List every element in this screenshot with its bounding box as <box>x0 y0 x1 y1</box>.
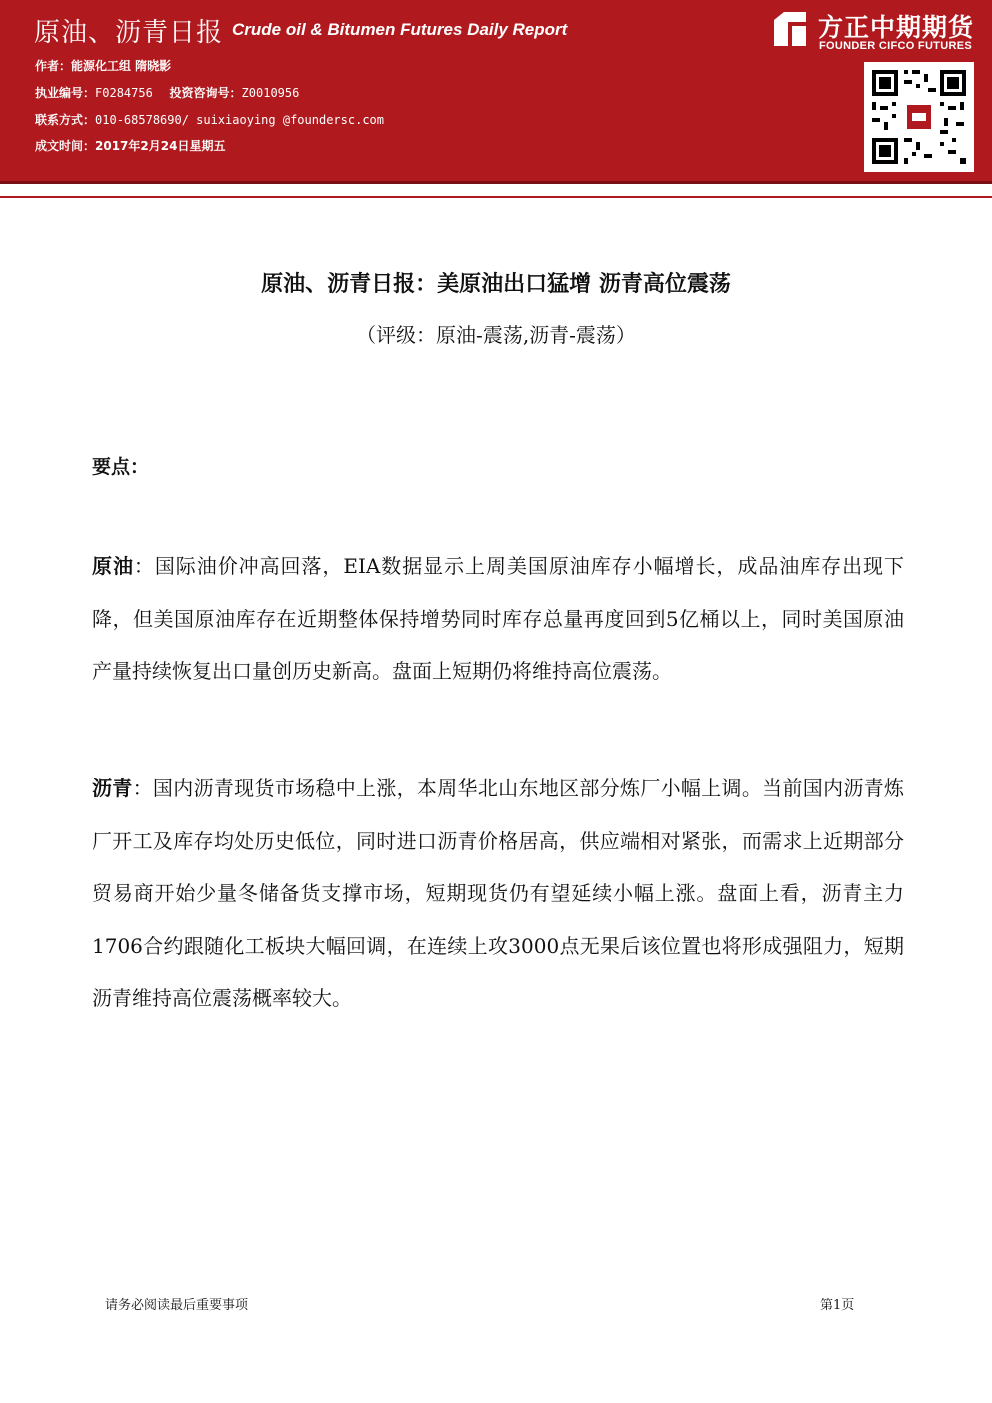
rating-line: （评级：原油-震荡,沥青-震荡） <box>356 323 636 347</box>
license-value: F0284756 <box>95 86 153 100</box>
logo-text-en: FOUNDER CIFCO FUTURES <box>819 40 972 52</box>
report-title-en: Crude oil & Bitumen Futures Daily Report <box>232 20 568 39</box>
bitumen-text: ：国内沥青现货市场稳中上涨，本周华北山东地区部分炼厂小幅上调。当前国内沥青炼厂开工及库存均处历史低位，同时进口沥青价格居高，供应端相对紧张，而需求上近期部分贸易商开始少量冬储备货支撑市场，短期现货仍有望延续小幅上涨。盘面上看，沥青主力1706合约跟随化工板块大幅回调，在连续上攻3000点无果后该位置也将形成强阻力，短期沥青维持高位震荡概率较大。 <box>92 776 905 1010</box>
consult-value: Z0010956 <box>241 86 300 100</box>
document-title: 原油、沥青日报：美原油出口猛增 沥青高位震荡 <box>261 272 731 297</box>
bitumen-label: 沥青 <box>92 776 133 800</box>
header-divider <box>0 181 992 184</box>
crude-oil-label: 原油 <box>92 554 134 578</box>
report-title-cn: 原油、沥青日报 <box>34 18 224 48</box>
key-points-heading: 要点： <box>92 456 150 478</box>
date-line: 成文时间：2017年2月24日星期五 <box>35 139 226 153</box>
company-logo <box>770 8 980 58</box>
page-number: 第1页 <box>820 1298 855 1313</box>
header-thin-divider <box>0 196 992 198</box>
crude-oil-paragraph <box>92 540 904 698</box>
qr-code-icon <box>864 62 974 172</box>
founder-logo-icon <box>770 10 810 50</box>
contact-value: 010-68578690/ suixiaoying @foundersc.com <box>95 113 384 127</box>
bitumen-paragraph <box>92 762 904 1025</box>
contact-line <box>35 111 384 128</box>
author-line: 作者：能源化工组 隋晓影 <box>35 59 172 73</box>
consult-label: 投资咨询号： <box>169 86 242 100</box>
contact-label: 联系方式： <box>35 113 96 127</box>
license-label: 执业编号： <box>35 86 96 100</box>
report-header <box>0 0 992 181</box>
footer-notice: 请务必阅读最后重要事项 <box>105 1298 249 1313</box>
logo-text-cn: 方正中期期货 <box>818 13 975 42</box>
crude-oil-text: ：国际油价冲高回落，EIA数据显示上周美国原油库存小幅增长，成品油库存出现下降，但美国原油库存在近期整体保持增势同时库存总量再度回到5亿桶以上，同时美国原油产量持续恢复出口量创历史新高。盘面上短期仍将维持高位震荡。 <box>92 554 905 683</box>
license-line <box>35 84 299 101</box>
